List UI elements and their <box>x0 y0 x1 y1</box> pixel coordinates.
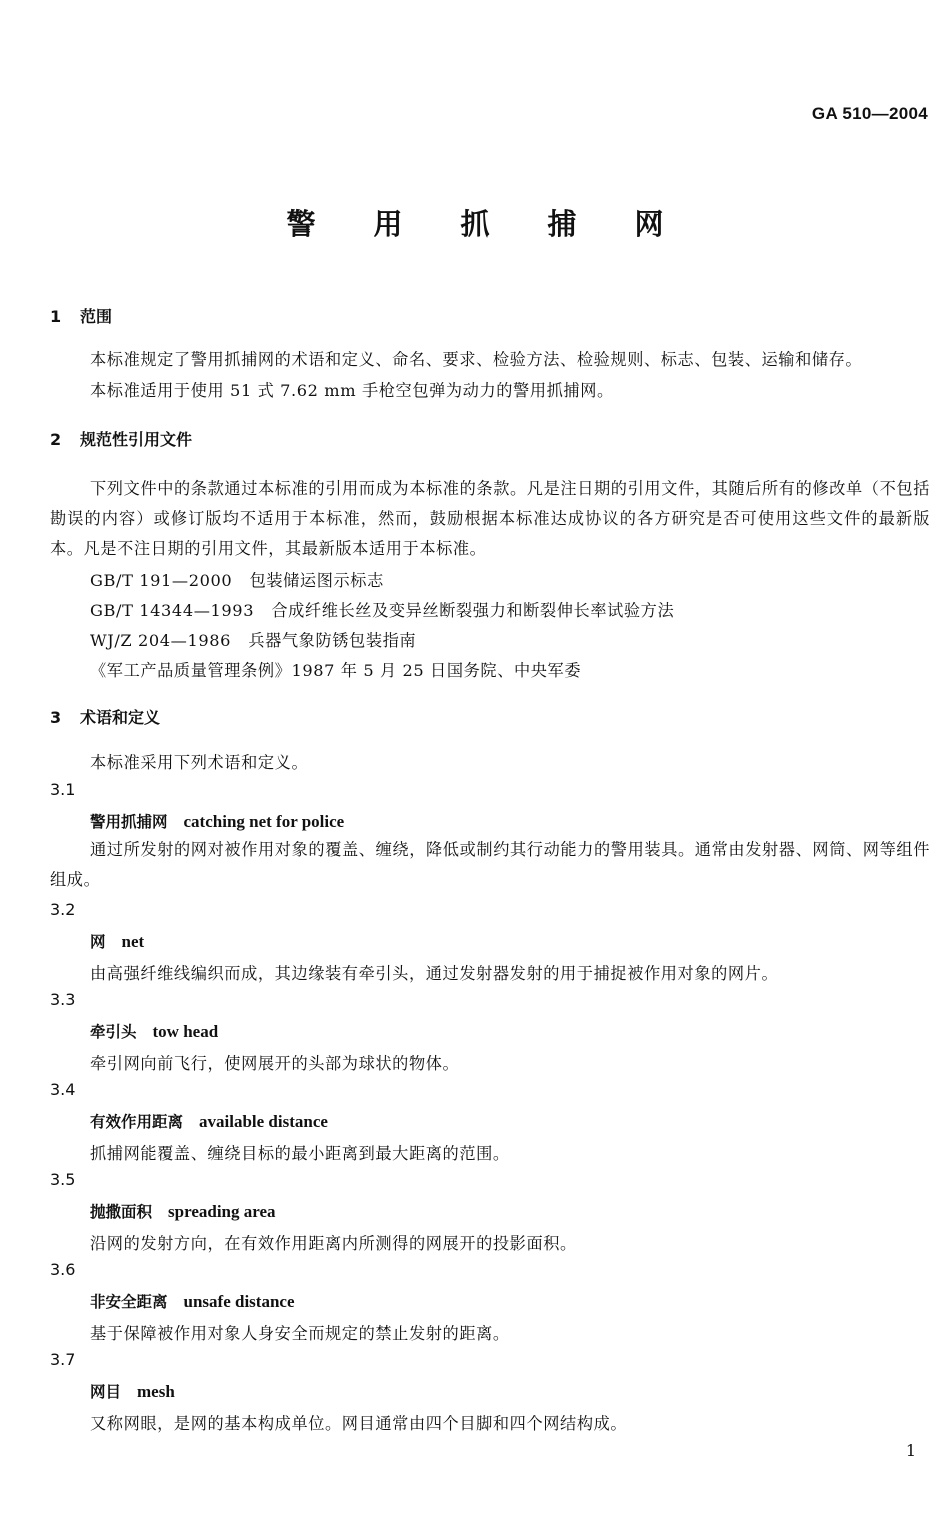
term-en: catching net for police <box>183 812 345 831</box>
reference-title: 包装储运图示标志 <box>249 571 384 590</box>
term-definition: 又称网眼，是网的基本构成单位。网目通常由四个目脚和四个网结构成。 <box>90 1414 628 1433</box>
term-en: spreading area <box>168 1202 276 1221</box>
scope-line-2: 本标准适用于使用 51 式 7.62 mm 手枪空包弹为动力的警用抓捕网。 <box>90 381 614 400</box>
term-zh: 网目 <box>90 1383 122 1401</box>
section-number: 3 <box>50 708 62 727</box>
term-heading <box>90 1290 295 1312</box>
reference-code: GB/T 14344—1993 <box>90 601 255 620</box>
section-number: 2 <box>50 430 62 449</box>
section-2-heading <box>50 427 192 450</box>
term-heading <box>90 1380 175 1402</box>
clause-number: 3.7 <box>50 1350 76 1369</box>
definition-text: 通过所发射的网对被作用对象的覆盖、缠绕，降低或制约其行动能力的警用装具。通常由发射器、网筒、网等组件组成。 <box>50 840 930 889</box>
section-number: 1 <box>50 307 62 326</box>
section-1-heading <box>50 304 112 327</box>
term-zh: 警用抓捕网 <box>90 813 168 831</box>
reference-title: 合成纤维长丝及变异丝断裂强力和断裂伸长率试验方法 <box>271 601 675 620</box>
clause-number: 3.6 <box>50 1260 76 1279</box>
term-zh: 抛撒面积 <box>90 1203 153 1221</box>
scope-line-1: 本标准规定了警用抓捕网的术语和定义、命名、要求、检验方法、检验规则、标志、包装、运输和储存。 <box>90 350 863 369</box>
term-zh: 网 <box>90 933 106 951</box>
reference-code: GB/T 191—2000 <box>90 571 233 590</box>
reference-item <box>90 597 674 621</box>
term-zh: 非安全距离 <box>90 1293 168 1311</box>
term-en: mesh <box>137 1382 175 1401</box>
reference-item <box>90 657 581 681</box>
normative-references-paragraph <box>50 474 930 564</box>
term-definition <box>50 835 930 895</box>
clause-number: 3.5 <box>50 1170 76 1189</box>
term-definition: 牵引网向前飞行，使网展开的头部为球状的物体。 <box>90 1054 460 1073</box>
term-heading <box>90 810 344 832</box>
term-definition: 沿网的发射方向，在有效作用距离内所测得的网展开的投影面积。 <box>90 1234 577 1253</box>
section-title: 术语和定义 <box>80 708 161 727</box>
section-title: 规范性引用文件 <box>80 430 193 449</box>
reference-code: WJ/Z 204—1986 <box>90 631 232 650</box>
term-en: net <box>121 932 145 951</box>
page-number: 1 <box>905 1441 916 1460</box>
standard-code: GA 510—2004 <box>811 104 928 123</box>
paragraph-text: 下列文件中的条款通过本标准的引用而成为本标准的条款。凡是注日期的引用文件，其随后所有的修改单（不包括勘误的内容）或修订版均不适用于本标准，然而，鼓励根据本标准达成协议的各方研究是否可使用这些文件的最新版本。凡是不注日期的引用文件，其最新版本适用于本标准。 <box>50 479 930 558</box>
clause-number: 3.2 <box>50 900 76 919</box>
section-3-heading <box>50 705 160 728</box>
term-heading <box>90 1200 276 1222</box>
term-heading <box>90 930 144 952</box>
document-title: 警用抓捕网 <box>286 207 722 241</box>
clause-number: 3.1 <box>50 780 76 799</box>
term-zh: 有效作用距离 <box>90 1113 184 1131</box>
reference-title: 兵器气象防锈包装指南 <box>248 631 417 650</box>
term-definition: 抓捕网能覆盖、缠绕目标的最小距离到最大距离的范围。 <box>90 1144 510 1163</box>
clause-number: 3.4 <box>50 1080 76 1099</box>
clause-number: 3.3 <box>50 990 76 1009</box>
reference-item <box>90 627 416 651</box>
terms-intro: 本标准采用下列术语和定义。 <box>90 753 309 772</box>
section-title: 范围 <box>80 307 113 326</box>
reference-item <box>90 567 384 591</box>
term-definition: 由高强纤维线编织而成，其边缘装有牵引头，通过发射器发射的用于捕捉被作用对象的网片。 <box>90 964 779 983</box>
term-definition: 基于保障被作用对象人身安全而规定的禁止发射的距离。 <box>90 1324 510 1343</box>
reference-title: 《军工产品质量管理条例》1987 年 5 月 25 日国务院、中央军委 <box>90 661 582 680</box>
term-en: available distance <box>199 1112 328 1131</box>
term-heading <box>90 1110 328 1132</box>
term-heading <box>90 1020 218 1042</box>
term-zh: 牵引头 <box>90 1023 137 1041</box>
term-en: unsafe distance <box>183 1292 295 1311</box>
term-en: tow head <box>152 1022 219 1041</box>
